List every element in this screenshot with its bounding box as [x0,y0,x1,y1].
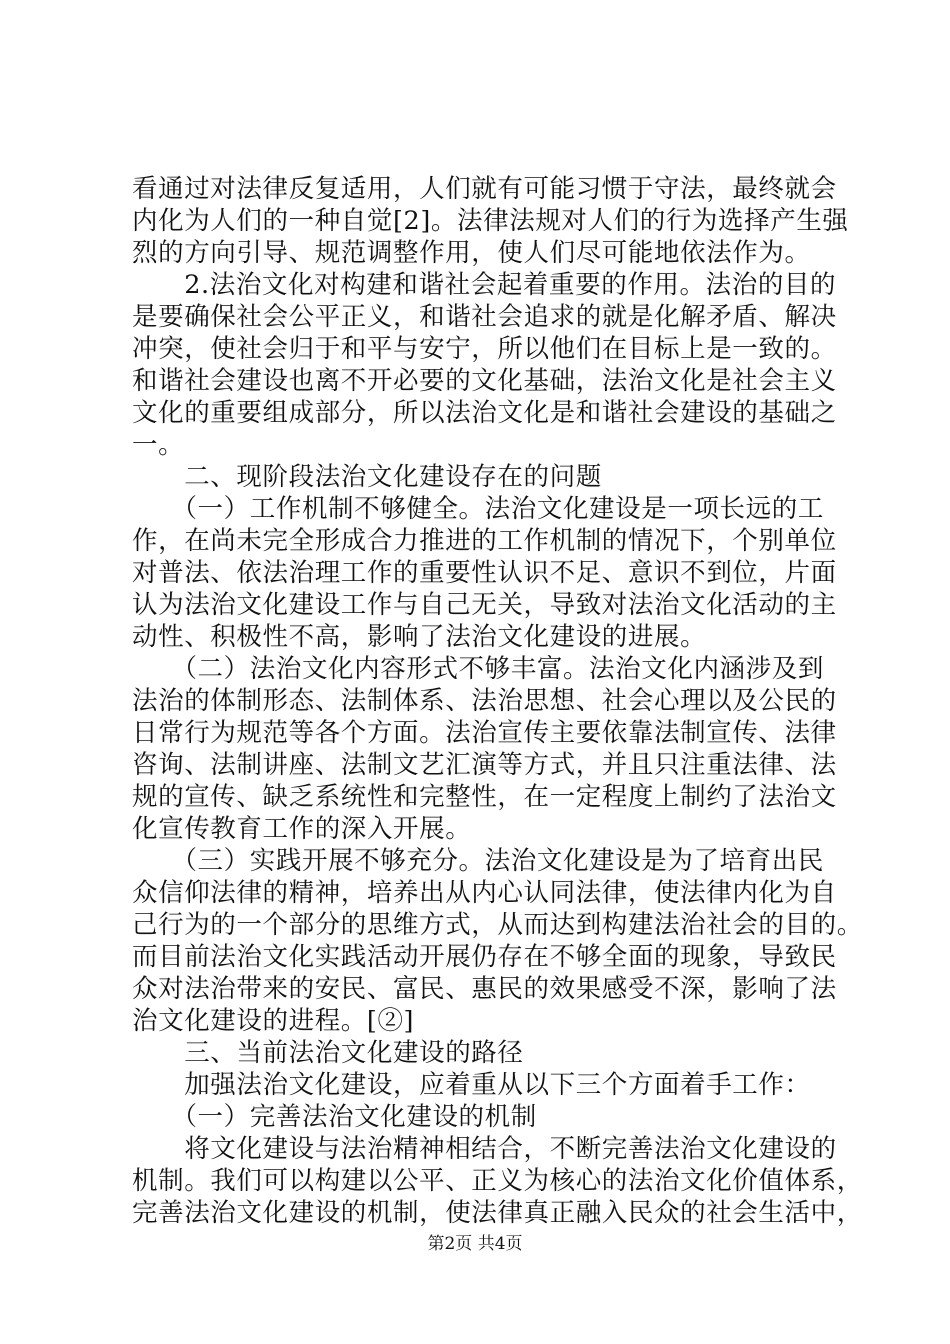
text-line: 化宣传教育工作的深入开展。 [132,814,472,844]
text-line: 和谐社会建设也离不开必要的文化基础，法治文化是社会主义 [132,366,837,396]
text-line: 规的宣传、缺乏系统性和完整性，在一定程度上制约了法治文 [132,782,837,812]
text-line: 而目前法治文化实践活动开展仍存在不够全面的现象，导致民 [132,942,837,972]
text-line: 对普法、依法治理工作的重要性认识不足、意识不到位，片面 [132,558,837,588]
section-heading: 三、当前法治文化建设的路径 [132,1038,524,1068]
text-line: 完善法治文化建设的机制，使法律真正融入民众的社会生活中， [132,1198,863,1228]
text-line: 看通过对法律反复适用，人们就有可能习惯于守法，最终就会 [132,174,837,204]
text-line: 作，在尚未完全形成合力推进的工作机制的情况下，个别单位 [132,526,837,556]
text-line: 法治的体制形态、法制体系、法治思想、社会心理以及公民的 [132,686,837,716]
section-heading: 二、现阶段法治文化建设存在的问题 [132,462,602,492]
text-line: 咨询、法制讲座、法制文艺汇演等方式，并且只注重法律、法 [132,750,837,780]
text-line: 文化的重要组成部分，所以法治文化是和谐社会建设的基础之 [132,398,837,428]
text-line: 众信仰法律的精神，培养出从内心认同法律，使法律内化为自 [132,878,837,908]
text-line: 内化为人们的一种自觉[2]。法律法规对人们的行为选择产生强 [132,206,849,236]
text-line: 烈的方向引导、规范调整作用，使人们尽可能地依法作为。 [132,238,811,268]
subsection-heading: （一）完善法治文化建设的机制 [132,1102,537,1132]
text-line: 将文化建设与法治精神相结合，不断完善法治文化建设的 [132,1134,837,1164]
text-line: 加强法治文化建设，应着重从以下三个方面着手工作： [132,1070,811,1100]
text-line: 认为法治文化建设工作与自己无关，导致对法治文化活动的主 [132,590,837,620]
text-line: 机制。我们可以构建以公平、正义为核心的法治文化价值体系， [132,1166,863,1196]
text-line: （二）法治文化内容形式不够丰富。法治文化内涵涉及到 [132,654,824,684]
text-line: （一）工作机制不够健全。法治文化建设是一项长远的工 [132,494,824,524]
text-line: 2.法治文化对构建和谐社会起着重要的作用。法治的目的 [132,270,837,300]
text-line: 己行为的一个部分的思维方式，从而达到构建法治社会的目的。 [132,910,863,940]
text-line: 一。 [132,430,185,460]
text-line: （三）实践开展不够充分。法治文化建设是为了培育出民 [132,846,824,876]
text-line: 治文化建设的进程。[②] [132,1006,415,1036]
text-line: 是要确保社会公平正义，和谐社会追求的就是化解矛盾、解决 [132,302,837,332]
page-footer: 第2页 共4页 [427,1234,523,1254]
text-line: 日常行为规范等各个方面。法治宣传主要依靠法制宣传、法律 [132,718,837,748]
text-line: 众对法治带来的安民、富民、惠民的效果感受不深，影响了法 [132,974,837,1004]
text-line: 动性、积极性不高，影响了法治文化建设的进展。 [132,622,707,652]
text-line: 冲突，使社会归于和平与安宁，所以他们在目标上是一致的。 [132,334,837,364]
